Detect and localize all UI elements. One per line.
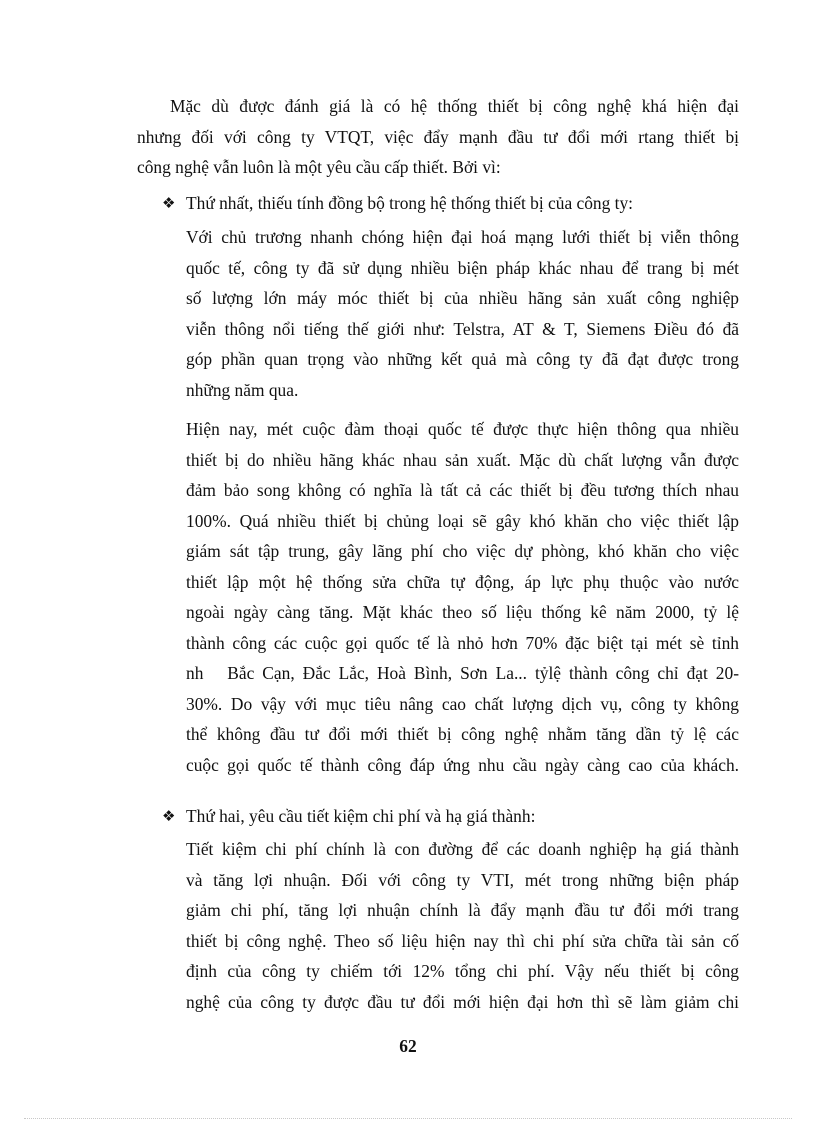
page-bottom-divider <box>24 1118 792 1119</box>
text-line: số lượng lớn máy móc thiết bị của nhiều hãng sản xuất công nghiệp <box>186 288 739 308</box>
text-line: thiết bị do nhiều hãng khác nhau sản xuất. Mặc dù chất lượng vẫn được <box>186 449 739 470</box>
bullet-1-title: Thứ nhất, thiếu tính đồng bộ trong hệ thống thiết bị của công ty: <box>186 193 634 213</box>
diamond-bullet-icon: ❖ <box>162 807 176 825</box>
text-line: giảm chi phí, tăng lợi nhuận chính là đẩy mạnh đầu tư đổi mới trang <box>186 900 739 920</box>
text-line: và tăng lợi nhuận. Đối với công ty VTI, mét trong những biện pháp <box>186 869 739 890</box>
text-line: Với chủ trương nhanh chóng hiện đại hoá mạng lưới thiết bị viễn thông <box>186 227 739 247</box>
text-line: định của công ty chiếm tới 12% tổng chi phí. Vậy nếu thiết bị công <box>186 961 739 981</box>
text-line: thể không đầu tư đổi mới thiết bị công nghệ nhằm tăng dần tỷ lệ các <box>186 724 739 744</box>
bullet-2-paragraph-1 <box>186 834 739 1017</box>
text-line: những năm qua. <box>186 379 299 400</box>
text-line: 100%. Quá nhiều thiết bị chủng loại sẽ gây khó khăn cho việc thiết lập <box>186 510 739 531</box>
diamond-bullet-icon: ❖ <box>162 194 176 212</box>
text-line: góp phần quan trọng vào những kết quả mà công ty đã đạt được trong <box>186 349 739 369</box>
text-line: thành công các cuộc gọi quốc tế là nhỏ hơn 70% đặc biệt tại mét sè tỉnh <box>186 632 739 653</box>
intro-line-3: công nghệ vẫn luôn là một yêu cầu cấp thiết. Bởi vì: <box>137 157 501 177</box>
text-line: giám sát tập trung, gây lãng phí cho việc dự phòng, khó khăn cho việc <box>186 541 739 561</box>
bullet-1-paragraph-1 <box>186 222 739 405</box>
text-line: ngoài ngày càng tăng. Mặt khác theo số liệu thống kê năm 2000, tỷ lệ <box>186 602 739 622</box>
text-line: Tiết kiệm chi phí chính là con đường để các doanh nghiệp hạ giá thành <box>186 839 739 859</box>
text-line: viễn thông nổi tiếng thế giới như: Telstra, AT & T, Siemens Điều đó đã <box>186 318 739 339</box>
bullet-1-paragraph-2 <box>186 414 739 780</box>
intro-line-2: nhưng đối với công ty VTQT, việc đẩy mạnh đầu tư đổi mới rtang thiết bị <box>137 126 739 147</box>
text-line: đảm bảo song không có nghĩa là tất cả các thiết bị đều tương thích nhau <box>186 480 739 500</box>
text-line: nghệ của công ty được đầu tư đổi mới hiện đại hơn thì sẽ làm giảm chi <box>186 991 739 1012</box>
text-line: thiết lập một hệ thống sửa chữa tự động, áp lực phụ thuộc vào nước <box>186 571 739 592</box>
bullet-2-title: Thứ hai, yêu cầu tiết kiệm chi phí và hạ giá thành: <box>186 806 536 826</box>
text-line: Hiện nay, mét cuộc đàm thoại quốc tế được thực hiện thông qua nhiều <box>186 419 739 439</box>
intro-line-1: Mặc dù được đánh giá là có hệ thống thiết bị công nghệ khá hiện đại <box>170 96 739 116</box>
page-number: 62 <box>399 1036 417 1056</box>
text-line: thiết bị công nghệ. Theo số liệu hiện nay thì chi phí sửa chữa tài sản cố <box>186 930 739 951</box>
bullet-1-heading <box>162 188 633 219</box>
intro-paragraph <box>137 91 739 183</box>
text-line: 30%. Do vậy với mục tiêu nâng cao chất lượng dịch vụ, công ty không <box>186 693 739 714</box>
text-line: quốc tế, công ty đã sử dụng nhiều biện pháp khác nhau để trang bị mét <box>186 257 739 278</box>
bullet-2-heading <box>162 801 535 832</box>
text-line: nh Bắc Cạn, Đắc Lắc, Hoà Bình, Sơn La... tỷlệ thành công chỉ đạt 20- <box>186 663 739 683</box>
text-line: cuộc gọi quốc tế thành công đáp ứng nhu cầu ngày càng cao của khách. <box>186 754 739 775</box>
